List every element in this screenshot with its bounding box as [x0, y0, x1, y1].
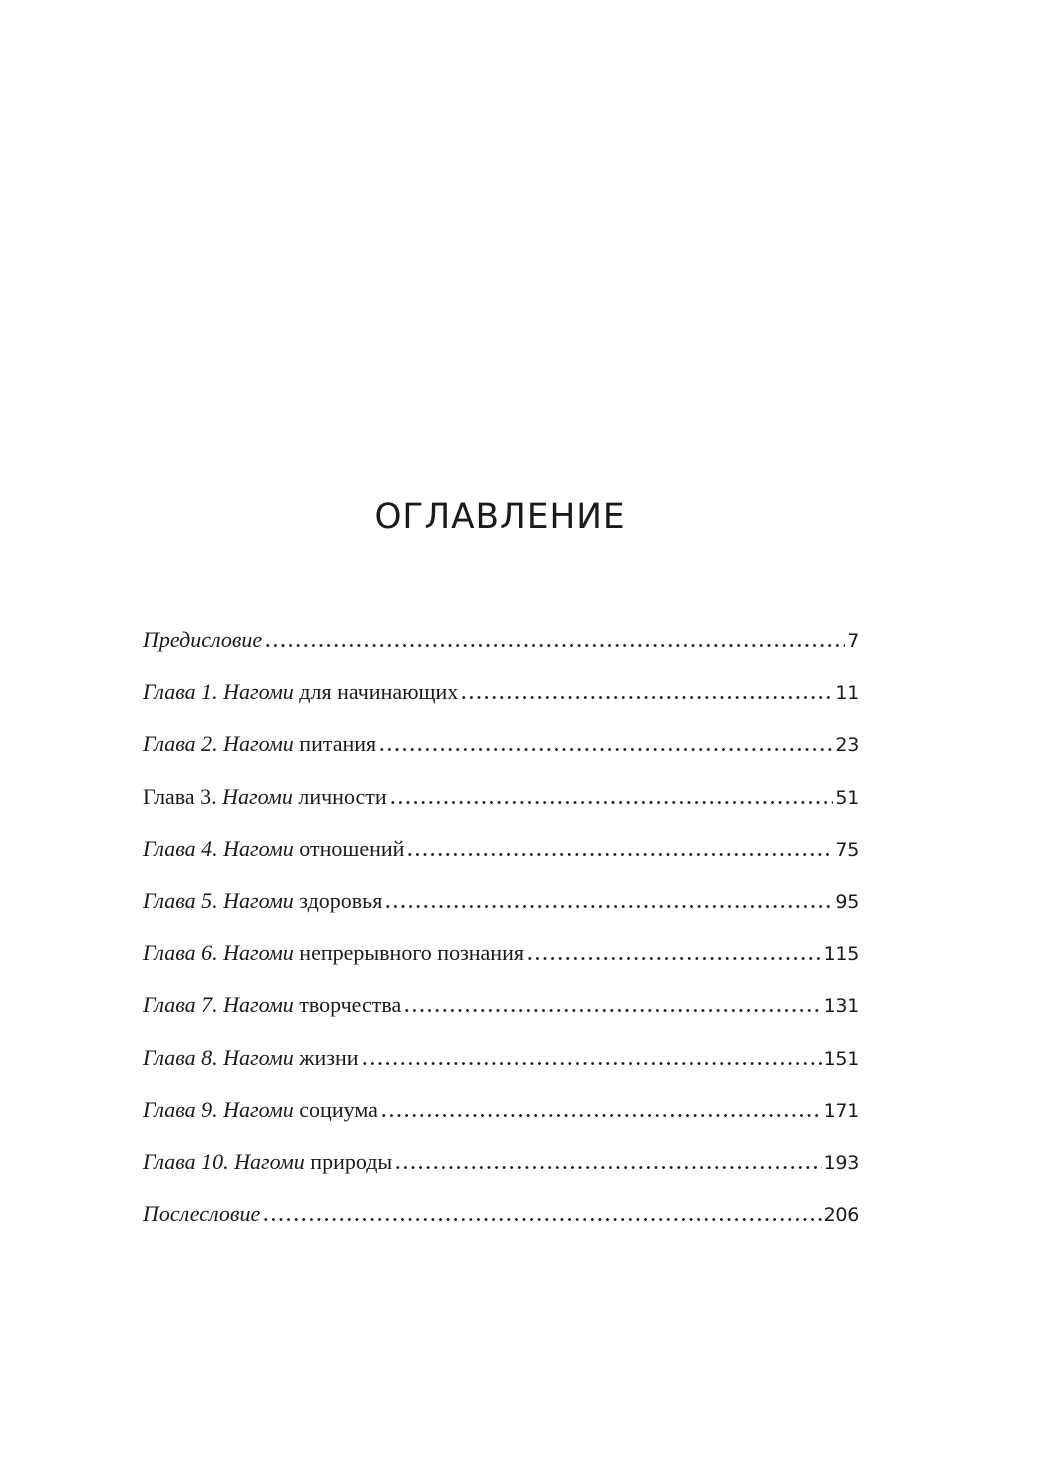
table-of-contents [143, 622, 859, 1248]
chapter-prefix: Глава 6. [143, 940, 224, 966]
dot-leader [406, 850, 833, 856]
toc-page-number: 7 [847, 630, 859, 652]
chapter-subject: Нагоми [223, 1096, 294, 1122]
toc-page-number: 115 [823, 943, 859, 966]
toc-entry-title: Предисловие [143, 627, 263, 652]
dot-leader [526, 954, 822, 960]
toc-entry-chapter-8[interactable] [143, 1040, 859, 1092]
toc-entry-chapter-2[interactable] [143, 726, 859, 778]
chapter-prefix: Глава 1. [143, 679, 224, 705]
toc-entry-label [143, 674, 458, 710]
chapter-subject: Нагоми [223, 835, 294, 861]
chapter-title-rest: жизни [293, 1044, 359, 1070]
dot-leader [378, 745, 833, 751]
toc-entry-label [143, 1144, 392, 1180]
toc-entry-label [143, 1196, 260, 1232]
toc-page-number: 151 [823, 1047, 859, 1070]
dot-leader [394, 1163, 821, 1169]
page-title: ОГЛАВЛЕНИЕ [374, 497, 626, 537]
toc-entry-title: Послесловие [143, 1201, 261, 1227]
dot-leader [403, 1006, 821, 1012]
toc-page-number: 75 [835, 838, 859, 861]
chapter-title-rest: здоровья [293, 887, 383, 913]
toc-entry-chapter-1[interactable] [143, 674, 859, 726]
chapter-subject: Нагоми [223, 940, 294, 966]
chapter-subject: Нагоми [223, 679, 294, 705]
chapter-title-rest: природы [304, 1148, 393, 1174]
chapter-subject: Нагоми [223, 731, 294, 757]
toc-entry-chapter-5[interactable] [143, 883, 859, 935]
toc-entry-afterword[interactable] [143, 1196, 859, 1248]
dot-leader [389, 798, 834, 804]
chapter-prefix: Глава 7. [143, 992, 224, 1018]
toc-entry-label [143, 935, 524, 971]
chapter-title-rest: питания [293, 731, 377, 757]
toc-entry-chapter-9[interactable] [143, 1092, 859, 1144]
chapter-prefix: Глава 9. [143, 1096, 224, 1122]
toc-entry-label [143, 726, 376, 762]
chapter-title-rest: отношений [293, 835, 405, 861]
chapter-prefix: Глава 10. [143, 1148, 235, 1174]
toc-entry-preface[interactable] [143, 622, 859, 674]
chapter-prefix: Глава 3. [143, 783, 223, 809]
chapter-prefix: Глава 5. [143, 887, 224, 913]
chapter-title-rest: для начинающих [293, 679, 459, 705]
dot-leader [384, 902, 833, 908]
dot-leader [264, 641, 845, 647]
dot-leader [380, 1111, 822, 1117]
dot-leader [361, 1059, 822, 1065]
toc-page-number: 131 [823, 995, 859, 1018]
toc-entry-chapter-7[interactable] [143, 987, 859, 1039]
toc-page-number: 23 [835, 734, 859, 757]
toc-entry-label [143, 987, 401, 1023]
chapter-prefix: Глава 2. [143, 731, 224, 757]
dot-leader [262, 1215, 821, 1221]
chapter-subject: Нагоми [222, 783, 293, 809]
toc-page-number: 206 [823, 1204, 859, 1227]
chapter-title-rest: творчества [293, 992, 402, 1018]
chapter-title-rest: непрерывного познания [293, 940, 524, 966]
toc-page-number: 171 [823, 1099, 859, 1122]
toc-entry-label [143, 883, 382, 919]
toc-page-number: 11 [835, 682, 859, 705]
chapter-subject: Нагоми [234, 1148, 305, 1174]
toc-entry-label [143, 1040, 359, 1076]
toc-page-number: 51 [835, 786, 859, 809]
chapter-prefix: Глава 8. [143, 1044, 224, 1070]
chapter-title-rest: личности [292, 783, 387, 809]
dot-leader [460, 693, 833, 699]
toc-entry-chapter-6[interactable] [143, 935, 859, 987]
toc-entry-chapter-10[interactable] [143, 1144, 859, 1196]
toc-entry-label [143, 779, 387, 815]
chapter-prefix: Глава 4. [143, 835, 224, 861]
toc-page-number: 193 [823, 1151, 859, 1174]
chapter-subject: Нагоми [223, 1044, 294, 1070]
toc-entry-chapter-3[interactable] [143, 779, 859, 831]
toc-entry-label [143, 1092, 378, 1128]
toc-entry-label [143, 831, 404, 867]
toc-entry-chapter-4[interactable] [143, 831, 859, 883]
chapter-title-rest: социума [293, 1096, 378, 1122]
chapter-subject: Нагоми [223, 992, 294, 1018]
toc-page-number: 95 [835, 890, 859, 913]
chapter-subject: Нагоми [223, 887, 294, 913]
toc-entry-label [143, 622, 262, 658]
